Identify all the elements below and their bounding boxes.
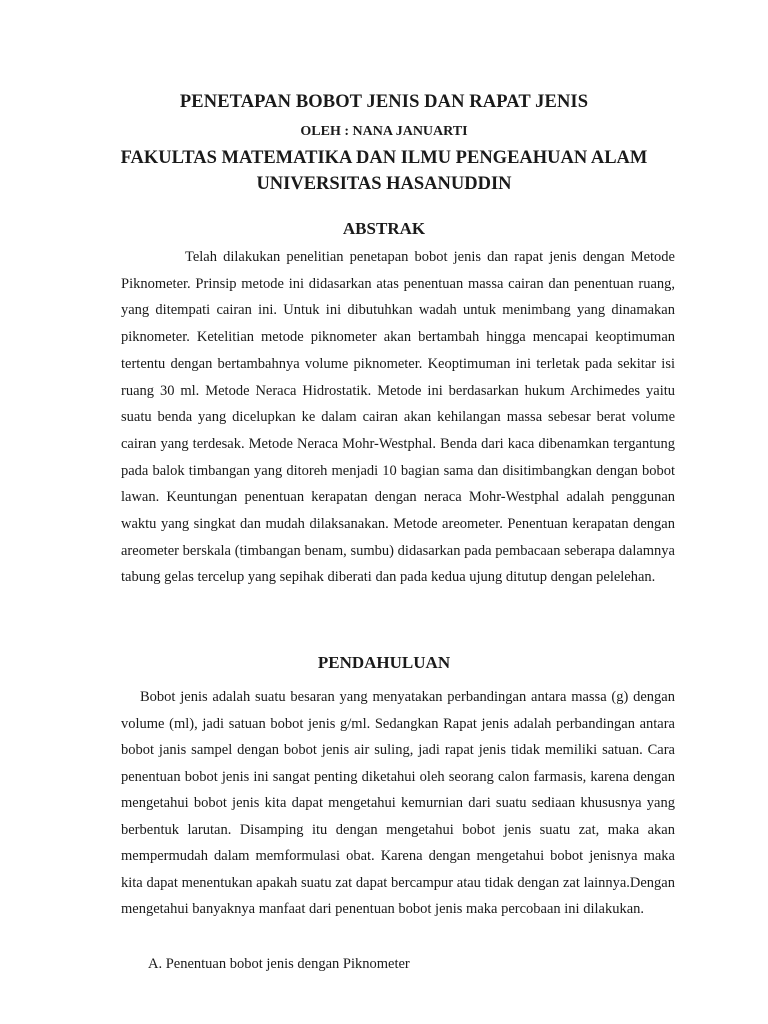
author-line: OLEH : NANA JANUARTI bbox=[300, 124, 468, 139]
introduction-heading: PENDAHULUAN bbox=[317, 653, 451, 672]
abstract-paragraph: Telah dilakukan penelitian penetapan bobot jenis dan rapat jenis dengan Metode Piknometer. Prinsip metode ini didasarkan atas penentuan massa cairan dan penentuan ruang, yang ditempati cairan ini. Untuk ini dibutuhkan wadah untuk menimbang yang dinamakan piknometer. Ketelitian metode piknometer akan bertambah hingga mencapai keoptimuman tertentu dengan bertambahnya volume piknometer. Keoptimuman ini terletak pada sekitar isi ruang 30 ml. Metode Neraca Hidrostatik. Metode ini berdasarkan hukum Archimedes yaitu suatu benda yang dicelupkan ke dalam cairan akan kehilangan massa sebesar berat volume cairan yang terdesak. Metode Neraca Mohr-Westphal. Benda dari kaca dibenamkan tergantung pada balok timbangan yang ditoreh menjadi 10 bagian sama dan disitimbangkan dengan bobot lawan. Keuntungan penentuan kerapatan dengan neraca Mohr-Westphal adalah penggunan waktu yang singkat dan mudah dilaksanakan. Metode areometer. Penentuan kerapatan dengan areometer berskala (timbangan benam, sumbu) didasarkan pada pembacaan seberapa dalamnya tabung gelas tercelup yang sepihak diberati dan pada kedua ujung ditutup dengan pelelehan. bbox=[121, 249, 675, 586]
subsection-heading: A. Penentuan bobot jenis dengan Piknometer bbox=[148, 956, 410, 972]
faculty-name: FAKULTAS MATEMATIKA DAN ILMU PENGEAHUAN ALAM bbox=[120, 148, 648, 168]
introduction-paragraph: Bobot jenis adalah suatu besaran yang menyatakan perbandingan antara massa (g) dengan volume (ml), jadi satuan bobot jenis g/ml. Sedangkan Rapat jenis adalah perbandingan antara bobot janis sampel dengan bobot jenis air suling, jadi rapat jenis tidak memiliki satuan. Cara penentuan bobot jenis ini sangat penting diketahui oleh seorang calon farmasis, karena dengan mengetahui bobot jenis kita dapat mengetahui kemurnian dari suatu sediaan khususnya yang berbentuk larutan. Disamping itu dengan mengetahui bobot jenis suatu zat, maka akan mempermudah dalam memformulasi obat. Karena dengan mengetahui bobot jenisnya maka kita dapat menentukan apakah suatu zat dapat bercampur atau tidak dengan zat lainnya.Dengan mengetahui banyaknya manfaat dari penentuan bobot jenis maka percobaan ini dilakukan. bbox=[121, 689, 675, 917]
document-title: PENETAPAN BOBOT JENIS DAN RAPAT JENIS bbox=[179, 92, 589, 112]
university-name: UNIVERSITAS HASANUDDIN bbox=[256, 174, 512, 194]
abstract-heading: ABSTRAK bbox=[342, 219, 426, 238]
